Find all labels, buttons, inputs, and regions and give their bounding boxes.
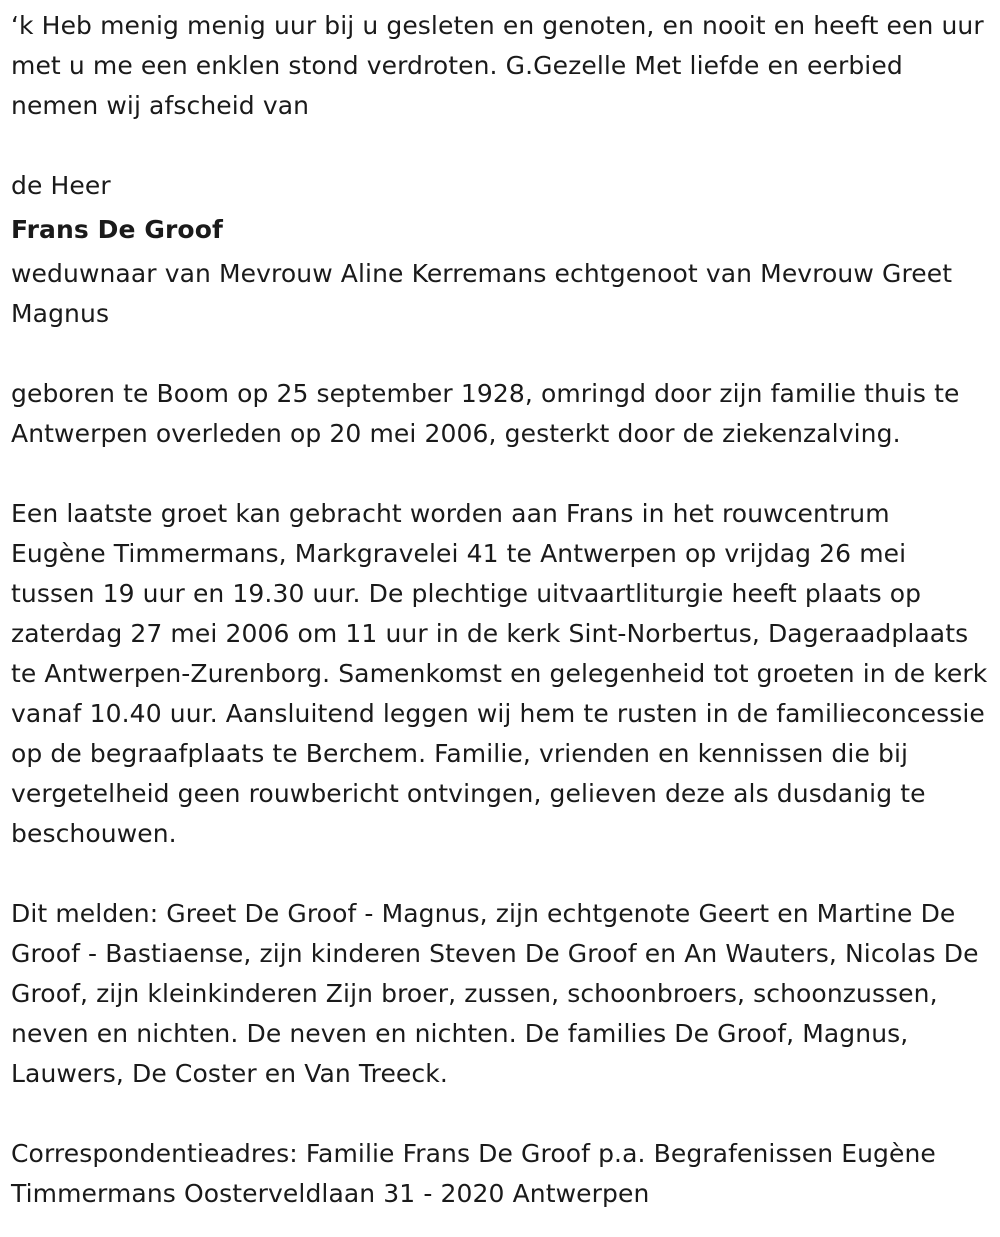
correspondence-address: Correspondentieadres: Familie Frans De Groof p.a. Begrafenissen Eugène Timmermans Oosterveldlaan 31 - 2020 Antwerpen xyxy=(11,1139,936,1208)
spacer xyxy=(11,854,990,894)
birth-death-text: geboren te Boom op 25 september 1928, omringd door zijn familie thuis te Antwerpen overleden op 20 mei 2006, gesterkt door de ziekenzalving. xyxy=(11,379,960,448)
arrangements-text: Een laatste groet kan gebracht worden aan Frans in het rouwcentrum Eugène Timmermans, Markgravelei 41 te Antwerpen op vrijdag 26 mei tussen 19 uur en 19.30 uur. De plechtige uitvaartliturgie heeft plaats op zaterdag 27 mei 2006 om 11 uur in de kerk Sint-Norbertus, Dageraadplaats te Antwerpen-Zurenborg. Samenkomst en gelegenheid tot groeten in de kerk vanaf 10.40 uur. Aansluitend leggen wij hem te rusten in de familieconcessie op de begraafplaats te Berchem. Familie, vrienden en kennissen die bij vergetelheid geen rouwbericht ontvingen, gelieven deze als dusdanig te beschouwen. xyxy=(11,499,988,848)
spacer xyxy=(11,334,990,374)
spacer xyxy=(11,126,990,166)
salutation: de Heer xyxy=(11,171,111,200)
intro-quote: ‘k Heb menig menig uur bij u gesleten en genoten, en nooit en heeft een uur met u me een enklen stond verdroten. G.Gezelle Met liefde en eerbied nemen wij afscheid van xyxy=(11,11,984,120)
deceased-name: Frans De Groof xyxy=(11,215,223,244)
spacer xyxy=(11,1094,990,1134)
spacer xyxy=(11,454,990,494)
relation-text: weduwnaar van Mevrouw Aline Kerremans echtgenoot van Mevrouw Greet Magnus xyxy=(11,259,953,328)
announced-by-text: Dit melden: Greet De Groof - Magnus, zijn echtgenote Geert en Martine De Groof - Bastiaense, zijn kinderen Steven De Groof en An Wauters, Nicolas De Groof, zijn kleinkinderen Zijn broer, zussen, schoonbroers, schoonzussen, neven en nichten. De neven en nichten. De families De Groof, Magnus, Lauwers, De Coster en Van Treeck. xyxy=(11,899,979,1088)
